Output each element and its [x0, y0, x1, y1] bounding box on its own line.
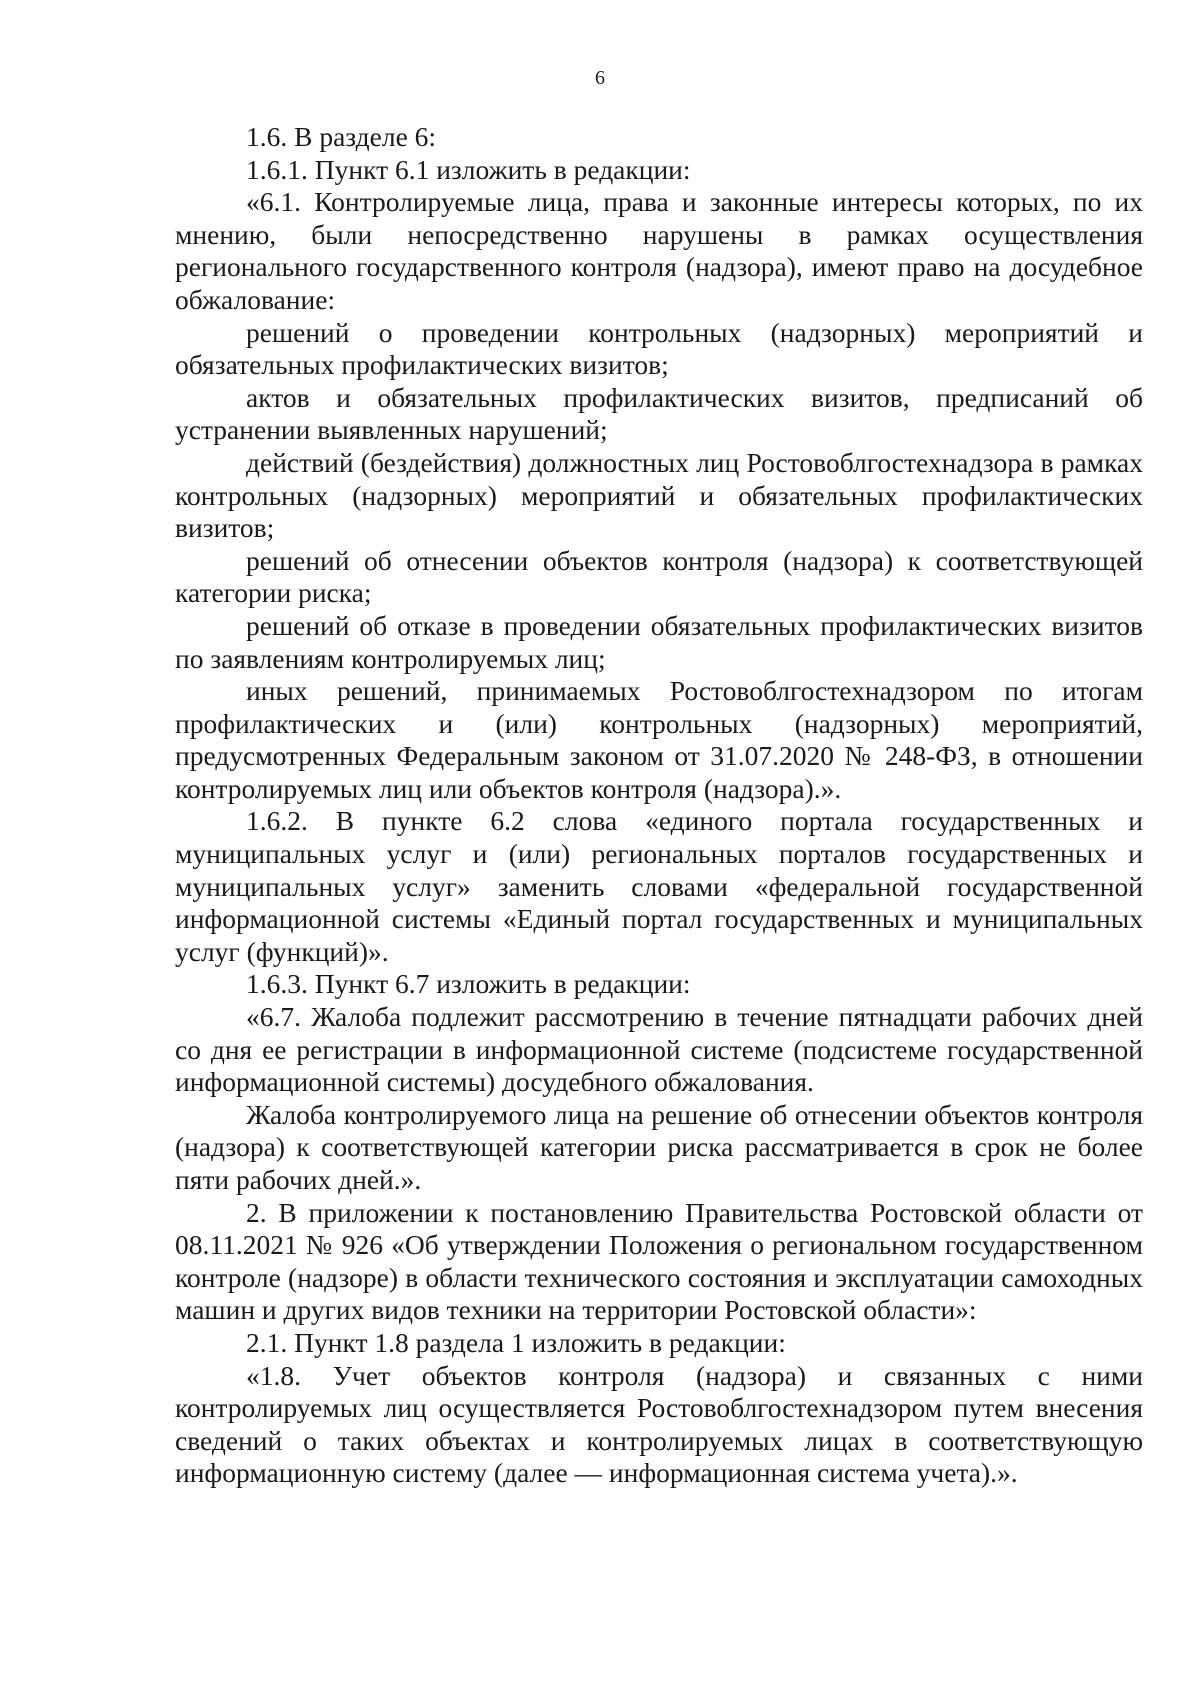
paragraph-item-2-1: 2.1. Пункт 1.8 раздела 1 изложить в редакции:: [246, 1326, 786, 1358]
paragraph-list-acts: актов и обязательных профилактических визитов, предписаний об устранении выявленных нарушений;: [175, 381, 1143, 446]
paragraph-complaint-risk: Жалоба контролируемого лица на решение об отнесении объектов контроля (надзора) к соответствующей категории риска рассматривается в срок не более пяти рабочих дней.».: [175, 1098, 1143, 1195]
paragraph-item-6-7: «6.7. Жалоба подлежит рассмотрению в течение пятнадцати рабочих дней со дня ее регистрации в информационной системе (подсистеме государственной информационной системы) досудебного обжалования.: [175, 1001, 1143, 1098]
paragraph-list-actions: действий (бездействия) должностных лиц Ростовоблгостехнадзора в рамках контрольных (надзорных) мероприятий и обязательных профилактических визитов;: [175, 446, 1143, 544]
paragraph-item-6-1: «6.1. Контролируемые лица, права и законные интересы которых, по их мнению, были непосредственно нарушены в рамках осуществления регионального государственного контроля (надзора), имеют право на досудебное обжалование:: [175, 186, 1143, 315]
paragraph-list-refusal: решений об отказе в проведении обязательных профилактических визитов по заявлениям контролируемых лиц;: [175, 609, 1143, 674]
document-body: [175, 121, 1143, 1490]
paragraph-item-1-6-2: 1.6.2. В пункте 6.2 слова «единого портала государственных и муниципальных услуг и (или) региональных порталов государственных и муниципальных услуг» заменить словами «федеральной государственной информационной системы «Единый портал государственных и муниципальных услуг (функций)».: [175, 805, 1143, 967]
paragraph-list-risk-category: решений об отнесении объектов контроля (надзора) к соответствующей категории риска;: [175, 544, 1143, 609]
paragraph-list-decisions: решений о проведении контрольных (надзорных) мероприятий и обязательных профилактических визитов;: [175, 316, 1143, 381]
paragraph-item-1-8: «1.8. Учет объектов контроля (надзора) и связанных с ними контролируемых лиц осуществляется Ростовоблгостехнадзором путем внесения сведений о таких объектах и контролируемых лицах в соответствующую информационную систему (далее — информационная система учета).».: [175, 1359, 1143, 1489]
paragraph-item-1-6-3: 1.6.3. Пункт 6.7 изложить в редакции:: [246, 968, 691, 1000]
paragraph-section-1-6: 1.6. В разделе 6:: [246, 121, 437, 152]
paragraph-item-2: 2. В приложении к постановлению Правительства Ростовской области от 08.11.2021 № 926 «Об утверждении Положения о региональном государственном контроле (надзоре) в области технического состояния и эксплуатации самоходных машин и других видов техники на территории Ростовской области»:: [175, 1196, 1143, 1326]
paragraph-list-other-decisions: иных решений, принимаемых Ростовоблгостехнадзором по итогам профилактических и (или) контрольных (надзорных) мероприятий, предусмотренных Федеральным законом от 31.07.2020 № 248-ФЗ, в отношении контролируемых лиц или объектов контроля (надзора).».: [175, 675, 1143, 804]
paragraph-item-1-6-1: 1.6.1. Пункт 6.1 изложить в редакции:: [246, 153, 691, 185]
page-number: 6: [595, 67, 605, 89]
